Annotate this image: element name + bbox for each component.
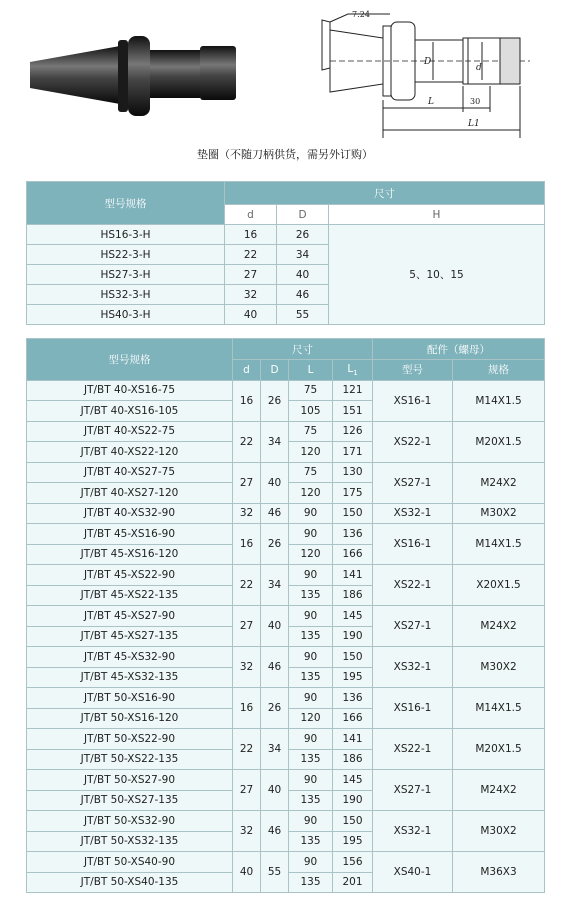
- t2-model: JT/BT 40-XS27-120: [27, 483, 233, 504]
- t2-L: 90: [289, 770, 333, 791]
- figure-caption: 垫圈（不随刀柄供货，需另外订购）: [197, 148, 373, 161]
- t2-part-no: XS22-1: [373, 565, 453, 606]
- t2-L: 120: [289, 442, 333, 463]
- t2-part-no: XS32-1: [373, 647, 453, 688]
- dim-D-label: D: [424, 57, 432, 67]
- tool-holder-photo: [30, 36, 236, 116]
- t1-header-d: d: [225, 205, 277, 225]
- t2-header-L1: $L_1$: [333, 360, 373, 381]
- t2-spec: X20X1.5: [453, 565, 545, 606]
- t2-spec: M30X2: [453, 503, 545, 524]
- t2-model: JT/BT 40-XS27-75: [27, 462, 233, 483]
- t2-L1: 141: [333, 729, 373, 750]
- t1-model: HS32-3-H: [27, 285, 225, 305]
- t2-L: 90: [289, 729, 333, 750]
- t2-part-no: XS16-1: [373, 380, 453, 421]
- t2-L1: 136: [333, 524, 373, 545]
- t2-model: JT/BT 40-XS16-105: [27, 401, 233, 422]
- t2-spec: M24X2: [453, 606, 545, 647]
- t1-d: 40: [225, 305, 277, 325]
- t2-model: JT/BT 40-XS22-120: [27, 442, 233, 463]
- t2-part-no: XS27-1: [373, 462, 453, 503]
- tool-holder-illustration: [0, 0, 570, 140]
- t2-L1: 190: [333, 790, 373, 811]
- t2-L: 135: [289, 872, 333, 893]
- t2-D: 26: [261, 688, 289, 729]
- table-row: [27, 770, 545, 791]
- t2-spec: M14X1.5: [453, 524, 545, 565]
- t2-model: JT/BT 50-XS32-90: [27, 811, 233, 832]
- t1-model: HS40-3-H: [27, 305, 225, 325]
- t2-L: 75: [289, 462, 333, 483]
- t2-part-no: XS32-1: [373, 503, 453, 524]
- t2-header-d: d: [233, 360, 261, 381]
- t2-L: 120: [289, 544, 333, 565]
- table-row: [27, 421, 545, 442]
- t2-model: JT/BT 45-XS27-135: [27, 626, 233, 647]
- table-row: [27, 647, 545, 668]
- t2-L: 90: [289, 688, 333, 709]
- t2-L1: 201: [333, 872, 373, 893]
- t2-d: 40: [233, 852, 261, 893]
- t2-d: 22: [233, 421, 261, 462]
- t2-part-no: XS27-1: [373, 770, 453, 811]
- t2-D: 46: [261, 811, 289, 852]
- technical-drawing: [322, 14, 530, 138]
- t2-d: 32: [233, 647, 261, 688]
- t2-D: 40: [261, 770, 289, 811]
- t2-model: JT/BT 50-XS22-135: [27, 749, 233, 770]
- dim-d-label: d: [476, 63, 482, 73]
- t2-L1: 190: [333, 626, 373, 647]
- t2-D: 46: [261, 503, 289, 524]
- t2-D: 34: [261, 729, 289, 770]
- t2-D: 40: [261, 606, 289, 647]
- t2-header-size: 尺寸: [233, 339, 373, 360]
- t2-D: 34: [261, 565, 289, 606]
- t2-L1: 150: [333, 647, 373, 668]
- t2-L1: 195: [333, 831, 373, 852]
- t2-model: JT/BT 50-XS40-90: [27, 852, 233, 873]
- t2-model: JT/BT 40-XS32-90: [27, 503, 233, 524]
- t1-d: 16: [225, 225, 277, 245]
- t2-model: JT/BT 45-XS32-90: [27, 647, 233, 668]
- table-row: [27, 729, 545, 750]
- t1-header-size: 尺寸: [225, 182, 545, 205]
- washer-spec-table: [26, 181, 545, 325]
- t1-D: 26: [277, 225, 329, 245]
- dim-L1-label: L1: [468, 119, 480, 129]
- t2-L1: 166: [333, 544, 373, 565]
- t2-part-no: XS16-1: [373, 688, 453, 729]
- t2-header-spec: 规格: [453, 360, 545, 381]
- t2-d: 27: [233, 770, 261, 811]
- tool-holder-spec-table: [26, 338, 545, 893]
- t1-D: 55: [277, 305, 329, 325]
- t2-D: 55: [261, 852, 289, 893]
- t2-d: 27: [233, 606, 261, 647]
- t2-L: 135: [289, 667, 333, 688]
- t2-L1: 136: [333, 688, 373, 709]
- t2-L1: 175: [333, 483, 373, 504]
- t2-d: 32: [233, 503, 261, 524]
- t2-header-parts: 配件（螺母）: [373, 339, 545, 360]
- t1-D: 46: [277, 285, 329, 305]
- t2-L1: 141: [333, 565, 373, 586]
- t2-model: JT/BT 45-XS27-90: [27, 606, 233, 627]
- t2-L: 135: [289, 626, 333, 647]
- dim-L-label: L: [428, 97, 434, 107]
- t2-D: 46: [261, 647, 289, 688]
- t2-L: 90: [289, 852, 333, 873]
- t2-L: 90: [289, 565, 333, 586]
- t1-D: 40: [277, 265, 329, 285]
- t2-L: 75: [289, 421, 333, 442]
- t2-model: JT/BT 50-XS40-135: [27, 872, 233, 893]
- table-row: [27, 503, 545, 524]
- table-row: [27, 606, 545, 627]
- t1-model: HS16-3-H: [27, 225, 225, 245]
- t2-header-model: 型号规格: [27, 339, 233, 381]
- t2-spec: M20X1.5: [453, 729, 545, 770]
- t2-L: 90: [289, 524, 333, 545]
- t2-L1: 145: [333, 606, 373, 627]
- t2-spec: M30X2: [453, 647, 545, 688]
- t2-part-no: XS27-1: [373, 606, 453, 647]
- t2-model: JT/BT 45-XS16-90: [27, 524, 233, 545]
- t2-model: JT/BT 50-XS27-90: [27, 770, 233, 791]
- t2-L1: 121: [333, 380, 373, 401]
- t2-L: 90: [289, 606, 333, 627]
- t2-L1: 126: [333, 421, 373, 442]
- t2-model: JT/BT 50-XS16-120: [27, 708, 233, 729]
- t1-d: 27: [225, 265, 277, 285]
- t2-L1: 195: [333, 667, 373, 688]
- t2-L: 90: [289, 647, 333, 668]
- t2-L1: 151: [333, 401, 373, 422]
- t1-header-H: H: [329, 205, 545, 225]
- t2-L: 75: [289, 380, 333, 401]
- t2-part-no: XS32-1: [373, 811, 453, 852]
- table-row: [27, 852, 545, 873]
- table-row: [27, 380, 545, 401]
- t2-header-part-no: 型号: [373, 360, 453, 381]
- t2-d: 27: [233, 462, 261, 503]
- t2-model: JT/BT 50-XS16-90: [27, 688, 233, 709]
- t2-D: 40: [261, 462, 289, 503]
- t2-L: 135: [289, 585, 333, 606]
- t2-d: 16: [233, 524, 261, 565]
- t2-spec: M30X2: [453, 811, 545, 852]
- t2-spec: M24X2: [453, 770, 545, 811]
- t2-L: 120: [289, 708, 333, 729]
- t2-L: 90: [289, 503, 333, 524]
- t2-L1: 130: [333, 462, 373, 483]
- t1-header-model: 型号规格: [27, 182, 225, 225]
- t2-L: 135: [289, 790, 333, 811]
- t1-D: 34: [277, 245, 329, 265]
- t2-model: JT/BT 45-XS22-90: [27, 565, 233, 586]
- t2-model: JT/BT 50-XS32-135: [27, 831, 233, 852]
- t2-L1: 150: [333, 503, 373, 524]
- table-row: [27, 811, 545, 832]
- table-row: [27, 524, 545, 545]
- t2-model: JT/BT 50-XS22-90: [27, 729, 233, 750]
- t2-d: 32: [233, 811, 261, 852]
- t2-L: 120: [289, 483, 333, 504]
- t2-header-L: L: [289, 360, 333, 381]
- t2-L: 90: [289, 811, 333, 832]
- table-row: [27, 565, 545, 586]
- table-row: [27, 688, 545, 709]
- t2-part-no: XS22-1: [373, 729, 453, 770]
- t2-model: JT/BT 50-XS27-135: [27, 790, 233, 811]
- t2-spec: M14X1.5: [453, 380, 545, 421]
- t2-model: JT/BT 45-XS16-120: [27, 544, 233, 565]
- t2-L1: 156: [333, 852, 373, 873]
- t2-spec: M36X3: [453, 852, 545, 893]
- t2-model: JT/BT 45-XS22-135: [27, 585, 233, 606]
- t2-spec: M20X1.5: [453, 421, 545, 462]
- t2-model: JT/BT 40-XS22-75: [27, 421, 233, 442]
- t2-header-D: D: [261, 360, 289, 381]
- t1-header-D: D: [277, 205, 329, 225]
- t2-L1: 171: [333, 442, 373, 463]
- t2-D: 26: [261, 524, 289, 565]
- t1-model: HS22-3-H: [27, 245, 225, 265]
- t2-part-no: XS16-1: [373, 524, 453, 565]
- t2-d: 22: [233, 729, 261, 770]
- dim-30-label: 30: [470, 97, 481, 106]
- t1-d: 22: [225, 245, 277, 265]
- product-figure: [0, 0, 570, 140]
- t2-part-no: XS22-1: [373, 421, 453, 462]
- t2-model: JT/BT 40-XS16-75: [27, 380, 233, 401]
- t2-d: 22: [233, 565, 261, 606]
- t2-d: 16: [233, 688, 261, 729]
- t2-D: 34: [261, 421, 289, 462]
- t2-L1: 186: [333, 749, 373, 770]
- t2-spec: M24X2: [453, 462, 545, 503]
- taper-ratio-label: 7:24: [352, 10, 370, 19]
- t2-L: 135: [289, 749, 333, 770]
- t2-L: 135: [289, 831, 333, 852]
- t2-part-no: XS40-1: [373, 852, 453, 893]
- t1-model: HS27-3-H: [27, 265, 225, 285]
- t2-L1: 186: [333, 585, 373, 606]
- t2-L1: 166: [333, 708, 373, 729]
- t2-L1: 145: [333, 770, 373, 791]
- t2-L: 105: [289, 401, 333, 422]
- t2-L1: 150: [333, 811, 373, 832]
- t1-d: 32: [225, 285, 277, 305]
- t2-D: 26: [261, 380, 289, 421]
- table-row: [27, 225, 545, 245]
- table-row: [27, 462, 545, 483]
- t1-H-value: 5、10、15: [329, 225, 545, 325]
- t2-d: 16: [233, 380, 261, 421]
- t2-spec: M14X1.5: [453, 688, 545, 729]
- t2-model: JT/BT 45-XS32-135: [27, 667, 233, 688]
